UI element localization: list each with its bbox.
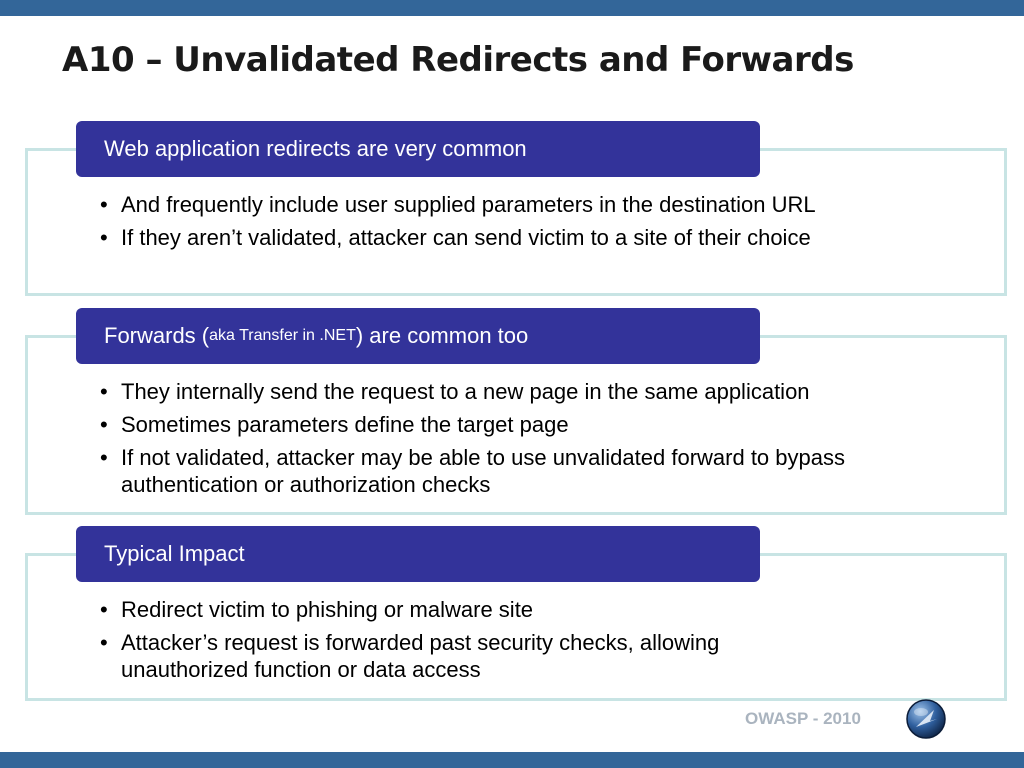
section-header-suffix: ) are common too <box>355 323 529 348</box>
section-header-small: aka Transfer in .NET <box>209 327 356 344</box>
section-header-prefix: Forwards ( <box>104 323 210 348</box>
section-header-impact <box>76 526 760 582</box>
top-accent-bar <box>0 0 1024 16</box>
section-header-forwards <box>76 308 760 364</box>
bottom-accent-bar <box>0 752 1024 768</box>
bullet-list-redirects <box>100 191 940 257</box>
list-item: • They internally send the request to a new page in the same application <box>100 378 940 405</box>
bullet-list-forwards <box>100 378 940 504</box>
list-item: • If they aren’t validated, attacker can send victim to a site of their choice <box>100 224 881 251</box>
section-header-redirects <box>76 121 760 177</box>
bullet-list-impact <box>100 596 940 689</box>
section-header-text: Web application redirects are very common <box>104 136 527 161</box>
section-header-text: Typical Impact <box>104 541 245 566</box>
slide-title: A10 – Unvalidated Redirects and Forwards <box>62 40 854 80</box>
list-item: • Sometimes parameters define the target page <box>100 411 940 438</box>
list-item: • Attacker’s request is forwarded past security checks, allowing unauthorized function or data access <box>100 629 841 683</box>
owasp-logo-icon <box>906 699 946 739</box>
list-item: • Redirect victim to phishing or malware site <box>100 596 940 623</box>
list-item: • And frequently include user supplied parameters in the destination URL <box>100 191 940 218</box>
footer-label: OWASP - 2010 <box>745 709 861 728</box>
list-item: • If not validated, attacker may be able to use unvalidated forward to bypass authentication or authorization checks <box>100 444 911 498</box>
